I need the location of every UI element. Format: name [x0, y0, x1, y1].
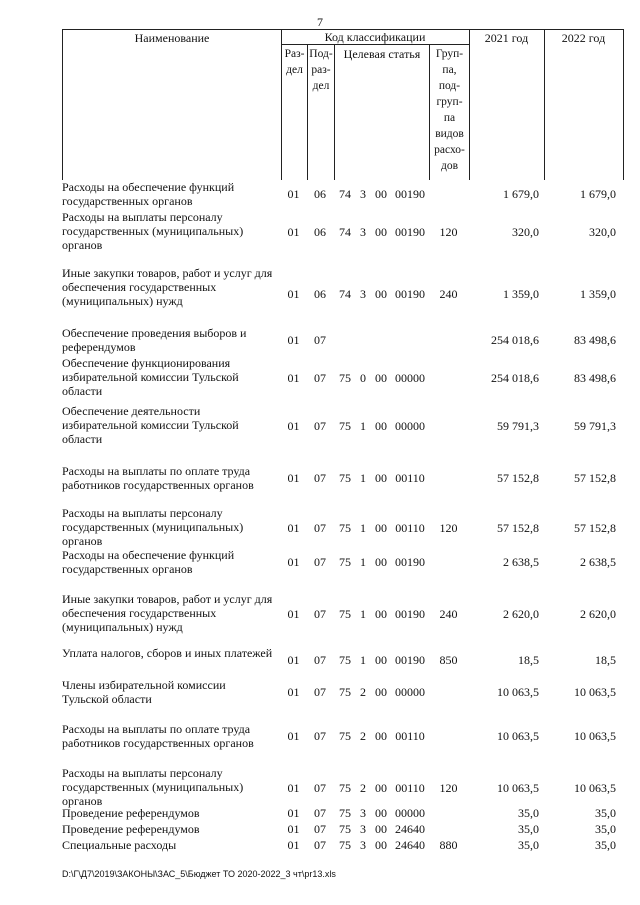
row-code-rz: 01 [287, 521, 300, 535]
row-code-cs3: 00 [375, 653, 387, 667]
row-code-cs2: 3 [360, 806, 366, 820]
row-code-cs4: 00110 [395, 521, 425, 535]
row-code-rz: 01 [287, 225, 300, 239]
row-name: Расходы на выплаты персоналу государственных (муниципальных) органов [62, 766, 244, 808]
row-code-pr: 07 [314, 471, 326, 485]
header-section: Раз- дел [284, 48, 305, 76]
row-code-cs2: 1 [360, 555, 366, 569]
row-code-cs1: 75 [339, 806, 351, 820]
header-divider [544, 30, 545, 180]
row-code-vr: 850 [439, 653, 458, 667]
row-code-cs3: 00 [375, 729, 387, 743]
row-code-pr: 07 [314, 685, 326, 699]
row-code-cs2: 1 [360, 419, 366, 433]
row-code-vr: 880 [439, 838, 458, 852]
row-value-2021: 10 063,5 [497, 685, 539, 699]
row-value-2022: 18,5 [595, 653, 616, 667]
row-value-2021: 35,0 [518, 822, 539, 836]
row-code-cs2: 1 [360, 653, 366, 667]
row-code-cs3: 00 [375, 471, 387, 485]
row-code-pr: 06 [314, 225, 326, 239]
row-name: Члены избирательной комиссии Тульской области [62, 678, 226, 706]
row-code-pr: 07 [314, 555, 326, 569]
row-value-2021: 320,0 [512, 225, 539, 239]
row-value-2022: 1 359,0 [580, 287, 616, 301]
header-divider [334, 44, 335, 180]
row-value-2022: 83 498,6 [574, 371, 616, 385]
row-code-cs4: 00110 [395, 471, 425, 485]
row-name: Расходы на выплаты персоналу государственных (муниципальных) органов [62, 210, 244, 252]
row-value-2022: 35,0 [595, 806, 616, 820]
row-code-rz: 01 [287, 806, 300, 820]
row-code-cs3: 00 [375, 287, 387, 301]
row-value-2021: 254 018,6 [491, 333, 539, 347]
row-code-cs3: 00 [375, 521, 387, 535]
table-row [62, 464, 622, 492]
row-name: Проведение референдумов [62, 806, 200, 820]
row-code-cs2: 3 [360, 838, 366, 852]
row-code-cs1: 75 [339, 781, 351, 795]
row-code-cs2: 3 [360, 822, 366, 836]
row-code-cs2: 1 [360, 607, 366, 621]
header-subsection: Под- раз- дел [309, 48, 333, 92]
row-code-vr: 120 [439, 781, 458, 795]
header-divider [469, 30, 470, 180]
row-code-cs1: 75 [339, 371, 351, 385]
row-code-vr: 120 [439, 521, 458, 535]
table-row [62, 266, 622, 322]
row-name: Расходы на выплаты по оплате труда работников государственных органов [62, 722, 254, 750]
row-code-cs3: 00 [375, 806, 387, 820]
row-code-pr: 07 [314, 838, 326, 852]
table-row [62, 722, 622, 750]
row-code-rz: 01 [287, 333, 300, 347]
row-code-pr: 07 [314, 806, 326, 820]
row-code-pr: 07 [314, 781, 326, 795]
row-code-rz: 01 [287, 685, 300, 699]
row-value-2021: 10 063,5 [497, 781, 539, 795]
row-value-2021: 35,0 [518, 806, 539, 820]
row-code-cs2: 3 [360, 287, 366, 301]
row-value-2021: 2 620,0 [503, 607, 539, 621]
row-value-2021: 1 359,0 [503, 287, 539, 301]
row-code-cs3: 00 [375, 371, 387, 385]
row-code-vr: 240 [439, 287, 458, 301]
row-code-rz: 01 [287, 653, 300, 667]
header-target-article: Целевая статья [343, 47, 421, 61]
row-value-2021: 254 018,6 [491, 371, 539, 385]
row-code-cs4: 24640 [395, 838, 425, 852]
row-code-cs1: 74 [339, 225, 351, 239]
row-code-cs1: 75 [339, 822, 351, 836]
table-row [62, 506, 622, 550]
row-code-cs4: 00190 [395, 653, 425, 667]
table-row [62, 838, 622, 852]
row-value-2022: 57 152,8 [574, 521, 616, 535]
row-code-pr: 07 [314, 607, 326, 621]
table-row [62, 210, 622, 254]
row-name: Иные закупки товаров, работ и услуг для обеспечения государственных (муниципальных) нужд [62, 592, 273, 634]
row-code-cs3: 00 [375, 419, 387, 433]
row-code-cs4: 24640 [395, 822, 425, 836]
row-code-cs2: 2 [360, 781, 366, 795]
row-code-cs4: 00000 [395, 371, 425, 385]
table-row [62, 326, 622, 354]
row-code-cs1: 75 [339, 555, 351, 569]
row-name: Обеспечение проведения выборов и референдумов [62, 326, 247, 354]
row-code-cs2: 2 [360, 685, 366, 699]
row-name: Расходы на обеспечение функций государственных органов [62, 180, 235, 208]
row-name: Расходы на выплаты по оплате труда работников государственных органов [62, 464, 254, 492]
row-code-pr: 07 [314, 822, 326, 836]
row-code-cs3: 00 [375, 838, 387, 852]
row-value-2022: 2 638,5 [580, 555, 616, 569]
row-code-cs1: 74 [339, 187, 351, 201]
row-code-cs4: 00190 [395, 555, 425, 569]
row-code-cs4: 00190 [395, 225, 425, 239]
row-value-2021: 59 791,3 [497, 419, 539, 433]
row-code-rz: 01 [287, 371, 300, 385]
row-code-cs4: 00190 [395, 607, 425, 621]
row-value-2021: 10 063,5 [497, 729, 539, 743]
table-header [62, 29, 624, 180]
file-path-footer: D:\Г\Д7\2019\ЗАКОНЫ\ЗАС_5\Бюджет ТО 2020-2022_3 чт\pr13.xls [62, 869, 336, 879]
row-code-cs4: 00190 [395, 287, 425, 301]
row-code-cs1: 75 [339, 521, 351, 535]
row-code-cs4: 00000 [395, 806, 425, 820]
row-code-cs3: 00 [375, 187, 387, 201]
row-code-cs3: 00 [375, 555, 387, 569]
row-value-2022: 320,0 [589, 225, 616, 239]
row-code-rz: 01 [287, 555, 300, 569]
row-name: Обеспечение деятельности избирательной комиссии Тульской области [62, 404, 239, 446]
header-year-2021: 2021 год [484, 31, 529, 45]
row-value-2022: 35,0 [595, 838, 616, 852]
row-code-pr: 06 [314, 187, 326, 201]
row-code-cs1: 74 [339, 287, 351, 301]
row-code-pr: 07 [314, 333, 326, 347]
page-number: 7 [317, 15, 323, 29]
table-row [62, 356, 622, 400]
row-value-2022: 10 063,5 [574, 685, 616, 699]
row-code-cs1: 75 [339, 653, 351, 667]
header-name: Наименование [134, 31, 210, 45]
row-name: Расходы на выплаты персоналу государственных (муниципальных) органов [62, 506, 244, 548]
row-code-cs3: 00 [375, 822, 387, 836]
row-code-cs1: 75 [339, 685, 351, 699]
row-code-rz: 01 [287, 607, 300, 621]
row-code-rz: 01 [287, 838, 300, 852]
row-code-cs2: 2 [360, 729, 366, 743]
row-value-2022: 1 679,0 [580, 187, 616, 201]
row-code-cs1: 75 [339, 838, 351, 852]
row-code-cs3: 00 [375, 685, 387, 699]
row-code-cs3: 00 [375, 781, 387, 795]
row-code-cs1: 75 [339, 419, 351, 433]
row-code-pr: 07 [314, 419, 326, 433]
row-code-cs2: 1 [360, 471, 366, 485]
row-code-cs3: 00 [375, 225, 387, 239]
row-code-cs4: 00190 [395, 187, 425, 201]
row-code-pr: 07 [314, 521, 326, 535]
row-value-2021: 57 152,8 [497, 471, 539, 485]
row-code-rz: 01 [287, 287, 300, 301]
row-code-rz: 01 [287, 822, 300, 836]
row-value-2022: 2 620,0 [580, 607, 616, 621]
row-code-cs2: 0 [360, 371, 366, 385]
row-code-cs1: 75 [339, 471, 351, 485]
row-value-2022: 59 791,3 [574, 419, 616, 433]
row-code-cs4: 00110 [395, 729, 425, 743]
row-name: Специальные расходы [62, 838, 177, 852]
row-value-2021: 57 152,8 [497, 521, 539, 535]
row-code-cs3: 00 [375, 607, 387, 621]
row-name: Обеспечение функционирования избирательной комиссии Тульской области [62, 356, 239, 398]
row-value-2022: 10 063,5 [574, 729, 616, 743]
table-row [62, 404, 622, 448]
row-code-rz: 01 [287, 471, 300, 485]
table-row [62, 822, 622, 836]
row-value-2022: 57 152,8 [574, 471, 616, 485]
row-code-cs4: 00110 [395, 781, 425, 795]
row-value-2022: 83 498,6 [574, 333, 616, 347]
row-name: Проведение референдумов [62, 822, 200, 836]
row-code-cs1: 75 [339, 729, 351, 743]
header-expense-group: Груп- па, под- груп- па видов расхо- дов [434, 48, 465, 172]
row-value-2021: 35,0 [518, 838, 539, 852]
row-code-rz: 01 [287, 781, 300, 795]
table-row [62, 646, 622, 674]
row-value-2021: 1 679,0 [503, 187, 539, 201]
row-code-cs4: 00000 [395, 685, 425, 699]
row-value-2021: 18,5 [518, 653, 539, 667]
row-code-rz: 01 [287, 187, 300, 201]
row-code-pr: 07 [314, 371, 326, 385]
row-code-cs2: 1 [360, 521, 366, 535]
row-name: Иные закупки товаров, работ и услуг для обеспечения государственных (муниципальных) нужд [62, 266, 273, 308]
row-code-vr: 120 [439, 225, 458, 239]
table-row [62, 678, 622, 706]
row-code-pr: 07 [314, 729, 326, 743]
header-code-group: Код классификации [324, 30, 426, 44]
row-code-pr: 07 [314, 653, 326, 667]
table-row [62, 548, 622, 576]
row-value-2022: 35,0 [595, 822, 616, 836]
table-row [62, 180, 622, 208]
row-code-vr: 240 [439, 607, 458, 621]
row-code-cs4: 00000 [395, 419, 425, 433]
header-year-2022: 2022 год [561, 31, 606, 45]
row-code-cs2: 3 [360, 225, 366, 239]
table-row [62, 806, 622, 820]
table-row [62, 766, 622, 810]
row-name: Уплата налогов, сборов и иных платежей [62, 646, 273, 660]
row-code-rz: 01 [287, 729, 300, 743]
row-code-cs1: 75 [339, 607, 351, 621]
row-code-rz: 01 [287, 419, 300, 433]
row-value-2022: 10 063,5 [574, 781, 616, 795]
row-name: Расходы на обеспечение функций государственных органов [62, 548, 235, 576]
table-row [62, 592, 622, 636]
row-code-cs2: 3 [360, 187, 366, 201]
row-value-2021: 2 638,5 [503, 555, 539, 569]
row-code-pr: 06 [314, 287, 326, 301]
